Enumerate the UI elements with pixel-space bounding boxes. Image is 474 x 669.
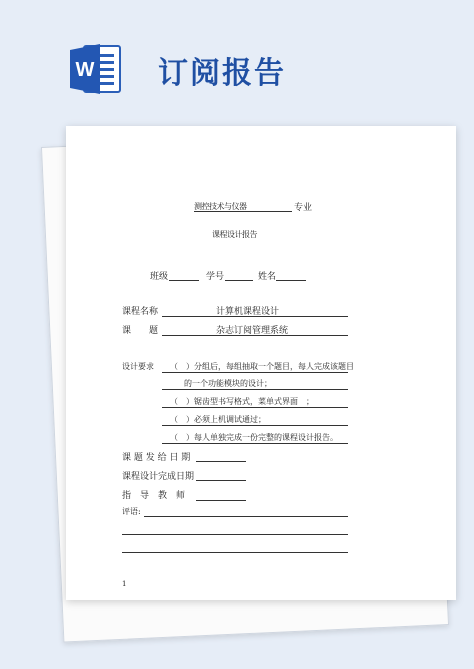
requirement-1a: （ ）分组后，每组抽取一个题目，每人完成该题目 [170, 362, 354, 371]
completion-date-label: 课程设计完成日期 [122, 472, 195, 482]
topic-label: 课 题 [122, 326, 159, 336]
requirement-2: （ ）锯齿型书写格式，菜单式界面 ； [170, 397, 314, 406]
page-header [0, 0, 474, 120]
topic-value: 杂志订阅管理系统 [216, 326, 289, 336]
topic-underline [162, 335, 348, 336]
requirement-1b-underline [162, 389, 348, 390]
department-suffix: 专业 [294, 203, 313, 213]
page-number: 1 [122, 580, 127, 588]
advisor-underline [196, 500, 246, 501]
completion-date-underline [196, 480, 246, 481]
course-name-value: 计算机课程设计 [216, 307, 280, 317]
word-logo-letter: W [75, 59, 95, 81]
name-underline [276, 280, 306, 281]
student-id-label: 学号 [206, 272, 225, 282]
page-title: 订阅报告 [158, 56, 286, 91]
advisor-label: 指 导 教 师 [122, 491, 186, 501]
issue-date-label: 课 题 发 给 日 期 [122, 453, 191, 463]
name-label: 姓名 [258, 272, 277, 282]
document-page [66, 126, 456, 600]
requirement-4: （ ）每人单独完成一份完整的课程设计报告。 [170, 433, 338, 442]
word-icon [66, 40, 124, 98]
course-name-underline [162, 316, 348, 317]
course-name-label: 课程名称 [122, 307, 159, 317]
requirement-2-underline [162, 407, 348, 408]
comment-line-1 [144, 516, 348, 517]
issue-date-underline [196, 461, 246, 462]
requirement-1b: 的一个功能模块的设计； [184, 379, 272, 388]
requirement-1a-underline [162, 372, 348, 373]
class-underline [169, 280, 199, 281]
comment-line-3 [122, 552, 348, 553]
department-field: 测控技术与仪器 [194, 202, 247, 211]
student-id-underline [225, 280, 253, 281]
requirement-3-underline [162, 425, 348, 426]
comment-label: 评语: [122, 507, 141, 516]
design-requirements-label: 设计要求 [122, 362, 154, 371]
class-label: 班级 [150, 272, 169, 282]
requirement-4-underline [162, 443, 348, 444]
comment-line-2 [122, 534, 348, 535]
requirement-3: （ ）必须上机调试通过； [170, 415, 266, 424]
report-subtitle: 课程设计报告 [212, 230, 257, 239]
